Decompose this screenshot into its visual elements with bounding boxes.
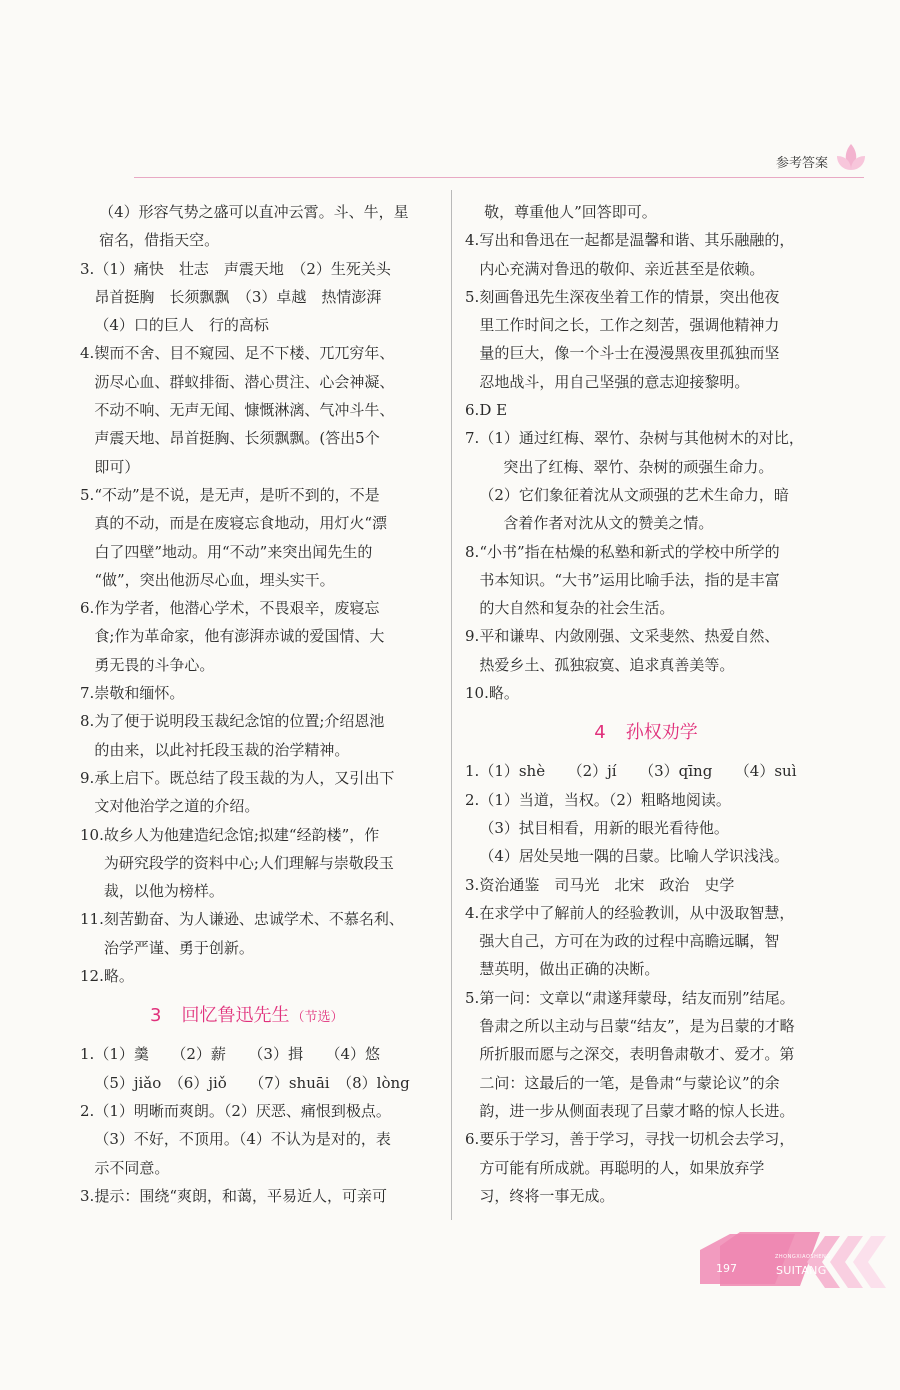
answer-line: “做”，突出他沥尽心血，埋头实干。 (94, 570, 335, 589)
answer-line: 为了便于说明段玉裁纪念馆的位置;介绍恩池 (94, 712, 385, 731)
answer-item-11 (80, 905, 436, 962)
answer-line: 不动不响、无声无闻、慷慨淋漓、气冲斗牛、 (94, 401, 395, 420)
answer-line: 勇无畏的斗争心。 (94, 655, 215, 674)
item-number: 6. (80, 599, 95, 618)
answer-continued (80, 198, 436, 255)
answer-line: 强大自己，方可在为政的过程中高瞻远瞩，智 (479, 932, 780, 951)
answer-item-s4-2 (465, 786, 827, 871)
header-rule (134, 177, 864, 178)
item-number: 7. (80, 684, 95, 703)
answer-line: “小书”指在枯燥的私塾和新式的学校中所学的 (479, 542, 780, 561)
answer-line: 韵，进一步从侧面表现了吕蒙才略的惊人长进。 (479, 1101, 795, 1120)
item-number: 5. (465, 988, 480, 1007)
answer-continued (465, 198, 827, 226)
answer-line: （1）痛快 壮志 声震天地 （2）生死关头 (94, 259, 391, 278)
item-number: 10. (80, 825, 104, 844)
item-number: 1. (80, 1045, 95, 1064)
answer-item-4 (80, 339, 436, 480)
answer-line: 食;作为革命家，他有澎湃赤诚的爱国情、大 (94, 627, 385, 646)
answer-line: 所折服而愿与之深交，表明鲁肃敬才、爱才。第 (479, 1045, 795, 1064)
item-number: 9. (465, 627, 480, 646)
answer-line: （1）明晰而爽朗。（2）厌恶、痛恨到极点。 (94, 1101, 391, 1120)
column-divider (451, 190, 452, 1220)
item-number: 11. (80, 910, 104, 929)
answer-line: 忍地战斗，用自己坚强的意志迎接黎明。 (479, 372, 750, 391)
left-column (80, 198, 436, 1210)
answer-item-s3-3 (80, 1182, 436, 1210)
answer-item-3 (80, 255, 436, 340)
answer-item-10 (80, 821, 436, 906)
section-note: （节选） (291, 1010, 344, 1026)
answer-item-5 (80, 481, 436, 594)
answer-item-r10 (465, 679, 827, 707)
item-number: 9. (80, 768, 95, 787)
page-number: 197 (716, 1262, 737, 1275)
answer-line: 示不同意。 (94, 1158, 170, 1177)
answer-line: （3）不好，不顶用。（4）不认为是对的，表 (94, 1130, 391, 1149)
answer-line: 二问：这最后的一笔，是鲁肃“与蒙论议”的余 (479, 1073, 780, 1092)
answer-line: 锲而不舍、目不窥园、足不下楼、兀兀穷年、 (94, 344, 395, 363)
answer-line: 方可能有所成就。再聪明的人，如果放弃学 (479, 1158, 765, 1177)
footer-tab-label: SUITANG (776, 1264, 827, 1277)
answer-line: 书本知识。“大书”运用比喻手法，指的是丰富 (479, 570, 780, 589)
answer-line: （4）形容气势之盛可以直冲云霄。斗、牛，星 (99, 203, 409, 221)
answer-line: 白了四壁”地动。用“不动”来突出闻先生的 (94, 542, 373, 561)
answer-line: 量的巨大，像一个斗士在漫漫黑夜里孤独而坚 (479, 344, 780, 363)
answer-line: 声震天地、昂首挺胸、长须飘飘。(答出5个 (94, 429, 380, 448)
answer-item-r9 (465, 622, 827, 679)
item-number: 5. (80, 485, 95, 504)
answer-line: （1）shè （2）jí （3）qīng （4）suì (479, 762, 797, 781)
answer-line: 里工作时间之长，工作之刻苦，强调他精神力 (479, 316, 780, 335)
answer-line: （1）羹 （2）薪 （3）揖 （4）悠 (94, 1045, 380, 1064)
answer-item-s4-5 (465, 984, 827, 1125)
answer-line: 宿名，借指天空。 (99, 231, 220, 250)
item-number: 6. (465, 1130, 480, 1149)
section-number: 4 (594, 722, 606, 744)
answer-line: （4）口的巨人 行的高标 (94, 316, 269, 335)
answer-line: 即可） (94, 457, 140, 476)
item-number: 7. (465, 429, 480, 448)
answer-line: 鲁肃之所以主动与吕蒙“结友”，是为吕蒙的才略 (479, 1017, 795, 1036)
answer-item-r5 (465, 283, 827, 396)
item-number: 6. (465, 401, 480, 420)
answer-line: 含着作者对沈从文的赞美之情。 (503, 514, 714, 533)
answer-line: 写出和鲁迅在一起都是温馨和谐、其乐融融的， (479, 231, 795, 250)
answer-line: 要乐于学习，善于学习，寻找一切机会去学习， (479, 1130, 795, 1149)
answer-line: （4）居处吴地一隅的吕蒙。比喻人学识浅浅。 (479, 847, 789, 866)
item-number: 5. (465, 287, 480, 306)
answer-line: “不动”是不说，是无声，是听不到的，不是 (94, 485, 380, 504)
answer-line: 为研究段学的资料中心;人们理解与崇敬段玉 (103, 853, 394, 872)
header-label: 参考答案 (776, 156, 829, 171)
answer-line: （3）拭目相看，用新的眼光看待他。 (479, 818, 729, 837)
answer-item-r8 (465, 538, 827, 623)
section-heading-3 (80, 990, 436, 1040)
answer-item-s4-6 (465, 1125, 827, 1210)
answer-item-6 (80, 594, 436, 679)
answer-line: 作为学者，他潜心学术，不畏艰辛，废寝忘 (94, 599, 380, 618)
item-number: 2. (465, 790, 480, 809)
section-number: 3 (150, 1005, 162, 1027)
answer-item-s4-3 (465, 871, 827, 899)
section-title: 孙权劝学 (625, 722, 698, 744)
item-number: 2. (80, 1101, 95, 1120)
answer-line: 故乡人为他建造纪念馆;拟建“经韵楼”，作 (103, 825, 380, 844)
answer-line: 承上启下。既总结了段玉裁的为人，又引出下 (94, 768, 395, 787)
answer-line: 略。 (103, 967, 134, 986)
answer-line: 资治通鉴 司马光 北宋 政治 史学 (479, 875, 735, 894)
item-number: 4. (465, 231, 480, 250)
answer-line: （5）jiǎo （6）jiǒ （7）shuāi （8）lòng (94, 1073, 410, 1092)
section-heading-4 (465, 707, 827, 757)
answer-line: 内心充满对鲁迅的敬仰、亲近甚至是依赖。 (479, 259, 765, 278)
answer-item-s4-4 (465, 899, 827, 984)
answer-line: D E (479, 401, 508, 420)
item-number: 4. (80, 344, 95, 363)
footer-tab-label-small: ZHONGXIAOSHENG (775, 1254, 831, 1260)
answer-line: 提示：围绕“爽朗，和蔼，平易近人，可亲可 (94, 1186, 387, 1205)
answer-line: 敬，尊重他人”回答即可。 (484, 203, 657, 221)
answer-line: （2）它们象征着沈从文顽强的艺术生命力，暗 (479, 485, 789, 504)
answer-item-s4-1 (465, 757, 827, 785)
answer-line: 突出了红梅、翠竹、杂树的顽强生命力。 (503, 457, 774, 476)
item-number: 8. (80, 712, 95, 731)
section-title: 回忆鲁迅先生 (181, 1005, 290, 1027)
answer-line: 文对他治学之道的介绍。 (94, 797, 260, 816)
answer-line: 第一问：文章以“肃遂拜蒙母，结友而别”结尾。 (479, 988, 795, 1007)
answer-item-r4 (465, 226, 827, 283)
answer-line: 沥尽心血、群蚁排衙、潜心贯注、心会神凝、 (94, 372, 395, 391)
answer-item-r7 (465, 424, 827, 537)
answer-line: 的由来，以此衬托段玉裁的治学精神。 (94, 740, 350, 759)
answer-line: 习，终将一事无成。 (479, 1186, 615, 1205)
right-column (465, 198, 827, 1210)
answer-line: 治学严谨、勇于创新。 (103, 938, 254, 957)
answer-line: （1）当道，当权。（2）粗略地阅读。 (479, 790, 731, 809)
answer-line: 昂首挺胸 长须飘飘 （3）卓越 热情澎湃 (94, 287, 382, 306)
item-number: 1. (465, 762, 480, 781)
answer-line: （1）通过红梅、翠竹、杂树与其他树木的对比， (479, 429, 804, 448)
answer-line: 刻苦勤奋、为人谦逊、忠诚学术、不慕名利、 (103, 910, 404, 929)
answer-line: 真的不动，而是在废寝忘食地动，用灯火“漂 (94, 514, 387, 533)
answer-line: 裁，以他为榜样。 (103, 882, 224, 901)
item-number: 3. (465, 875, 480, 894)
answer-item-s3-2 (80, 1097, 436, 1182)
answer-line: 的大自然和复杂的社会生活。 (479, 599, 675, 618)
answer-item-9 (80, 764, 436, 821)
answer-line: 刻画鲁迅先生深夜坐着工作的情景，突出他夜 (479, 287, 780, 306)
item-number: 4. (465, 903, 480, 922)
answer-line: 慧英明，做出正确的决断。 (479, 960, 660, 979)
answer-item-s3-1 (80, 1040, 436, 1097)
answer-line: 崇敬和缅怀。 (94, 684, 185, 703)
answer-line: 热爱乡土、孤独寂寞、追求真善美等。 (479, 655, 735, 674)
leaf-logo-icon (834, 140, 868, 180)
answer-line: 在求学中了解前人的经验教训，从中汲取智慧， (479, 903, 795, 922)
item-number: 12. (80, 967, 104, 986)
answer-line: 平和谦卑、内敛刚强、文采斐然、热爱自然、 (479, 627, 780, 646)
answer-item-12 (80, 962, 436, 990)
answer-item-r6 (465, 396, 827, 424)
answer-item-7 (80, 679, 436, 707)
answer-item-8 (80, 707, 436, 764)
item-number: 3. (80, 259, 95, 278)
item-number: 3. (80, 1186, 95, 1205)
answer-line: 略。 (488, 684, 519, 703)
item-number: 10. (465, 684, 489, 703)
item-number: 8. (465, 542, 480, 561)
